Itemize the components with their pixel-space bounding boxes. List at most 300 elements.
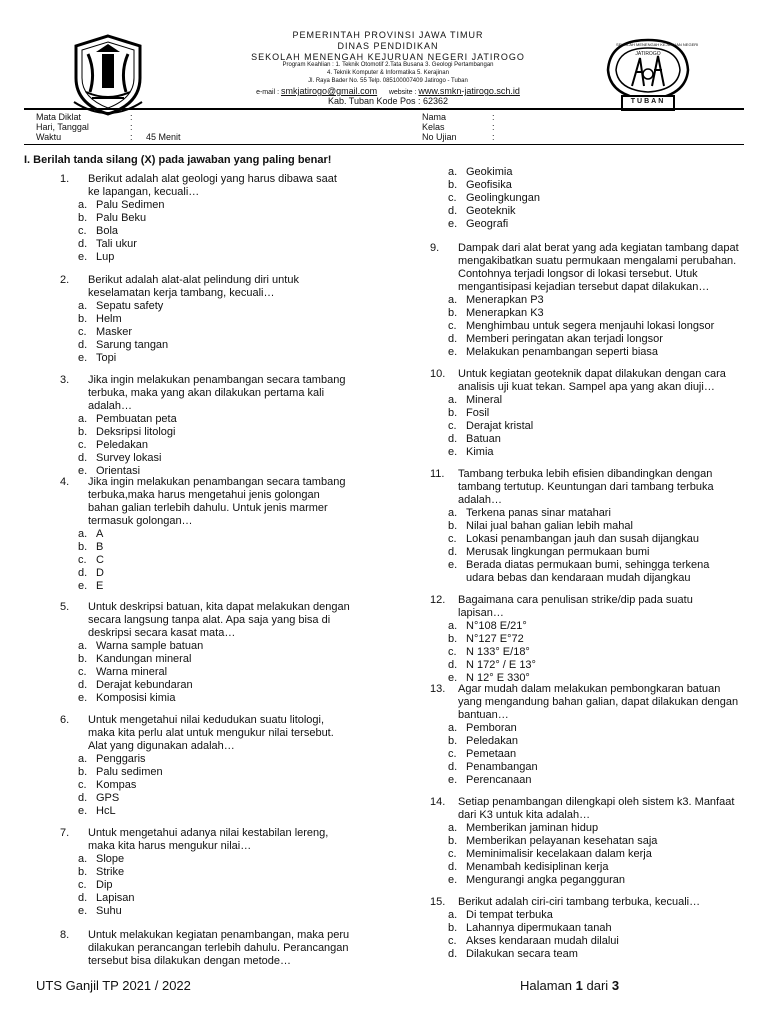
answer-option[interactable]	[448, 333, 740, 346]
option-text: Bola	[96, 225, 119, 237]
answer-option[interactable]	[448, 761, 740, 774]
option-text: Penambangan	[466, 761, 538, 773]
option-letter: a.	[78, 199, 88, 211]
option-text: Lapisan	[96, 892, 135, 904]
page-label: Halaman	[520, 978, 573, 993]
option-text: Suhu	[96, 905, 122, 917]
answer-option[interactable]	[448, 218, 740, 231]
answer-option[interactable]	[78, 879, 350, 892]
option-text: Warna mineral	[96, 666, 168, 678]
option-text: Lup	[96, 251, 115, 263]
option-text: Lokasi penambangan jauh dan susah dijangkau	[466, 533, 700, 545]
question-7	[60, 827, 350, 918]
option-letter: d.	[78, 238, 88, 250]
option-letter: c.	[448, 935, 457, 947]
option-letter: b.	[448, 735, 458, 747]
email-link[interactable]: smkjatirogo@gmail.com	[280, 86, 378, 96]
option-text: Peledakan	[96, 439, 148, 451]
option-letter: e.	[78, 251, 88, 263]
answer-option[interactable]	[78, 199, 350, 212]
option-letter: b.	[448, 407, 458, 419]
tanggal-colon: :	[130, 122, 133, 132]
right-logo-text-bottom: TUBAN	[630, 98, 666, 105]
option-text: Topi	[96, 352, 117, 364]
option-letter: e.	[78, 692, 88, 704]
answer-option[interactable]	[448, 420, 740, 433]
email-label: e-mail :	[256, 89, 280, 96]
option-letter: a.	[78, 853, 88, 865]
question-text: Jika ingin melakukan penambangan secara tambang terbuka, maka yang akan dilakukan pertama kali adalah…	[88, 374, 346, 412]
answer-option[interactable]	[78, 905, 350, 918]
question-5	[60, 601, 350, 705]
option-text: Pemetaan	[466, 748, 517, 760]
answer-option[interactable]	[448, 909, 740, 922]
option-text: Akses kendaraan mudah dilalui	[466, 935, 619, 947]
option-text: Memberi peringatan akan terjadi longsor	[466, 333, 663, 345]
header-contact	[150, 86, 626, 96]
option-text: Helm	[96, 313, 122, 325]
right-logo-text-mid: JATIROGO	[635, 51, 661, 57]
option-text: Pembuatan peta	[96, 413, 177, 425]
question-text: Tambang terbuka lebih efisien dibandingkan dengan tambang tertutup. Keuntungan dari tambang terbuka adalah…	[458, 468, 714, 506]
option-text: C	[96, 554, 104, 566]
option-text: Warna sample batuan	[96, 640, 204, 652]
option-letter: a.	[78, 640, 88, 652]
option-text: Palu Beku	[96, 212, 147, 224]
answer-options	[60, 413, 350, 478]
option-letter: d.	[448, 205, 458, 217]
option-letter: c.	[78, 225, 87, 237]
answer-option[interactable]	[78, 805, 350, 818]
answer-options	[60, 640, 350, 705]
nama-colon: :	[492, 112, 495, 122]
answer-option[interactable]	[78, 679, 350, 692]
option-letter: b.	[78, 653, 88, 665]
option-text: GPS	[96, 792, 120, 804]
question-4	[60, 476, 350, 593]
answer-option[interactable]	[448, 848, 740, 861]
option-letter: b.	[78, 866, 88, 878]
answer-option[interactable]	[78, 853, 350, 866]
option-letter: b.	[448, 520, 458, 532]
answer-options	[430, 909, 740, 961]
option-letter: b.	[448, 922, 458, 934]
option-text: N°108 E/21°	[466, 620, 527, 632]
answer-options	[60, 300, 350, 365]
answer-option[interactable]	[78, 779, 350, 792]
option-text: E	[96, 580, 104, 592]
answer-option[interactable]	[448, 546, 740, 559]
question-1	[60, 173, 350, 264]
jawa-timur-emblem-logo	[66, 32, 150, 118]
option-letter: e.	[448, 446, 458, 458]
option-text: Kandungan mineral	[96, 653, 192, 665]
kelas-label: Kelas	[422, 122, 445, 132]
option-text: Lahannya dipermukaan tanah	[466, 922, 612, 934]
option-text: Peledakan	[466, 735, 518, 747]
option-letter: a.	[448, 394, 458, 406]
question-number: 10.	[430, 368, 446, 380]
option-text: HcL	[96, 805, 116, 817]
option-text: Geokimia	[466, 166, 513, 178]
option-letter: b.	[448, 633, 458, 645]
option-text: N 172° / E 13°	[466, 659, 536, 671]
option-text: B	[96, 541, 104, 553]
header-programs-2: 4. Teknik Komputer & Informatika 5. Kerajinan	[327, 70, 449, 76]
answer-options	[430, 294, 740, 359]
option-letter: e.	[448, 559, 458, 571]
header-school: SEKOLAH MENENGAH KEJURUAN NEGERI JATIROGO	[251, 52, 525, 62]
option-text: Strike	[96, 866, 125, 878]
option-letter: c.	[448, 420, 457, 432]
answer-option[interactable]	[78, 439, 350, 452]
option-text: Mengurangi angka pegangguran	[466, 874, 626, 886]
option-text: Orientasi	[96, 465, 141, 477]
answer-option[interactable]	[448, 394, 740, 407]
answer-option[interactable]	[78, 528, 350, 541]
answer-option[interactable]	[78, 212, 350, 225]
option-text: Geofisika	[466, 179, 512, 191]
question-text: Setiap penambangan dilengkapi oleh sistem k3. Manfaat dari K3 untuk kita adalah…	[458, 796, 735, 821]
question-text: Bagaimana cara penulisan strike/dip pada suatu lapisan…	[458, 594, 693, 619]
answer-option[interactable]	[448, 861, 740, 874]
answer-option[interactable]	[78, 640, 350, 653]
answer-option[interactable]	[78, 352, 350, 365]
question-9	[430, 242, 740, 359]
question-6	[60, 714, 350, 818]
option-letter: c.	[78, 779, 87, 791]
mapel-colon: :	[130, 112, 133, 122]
answer-option[interactable]	[78, 892, 350, 905]
nama-label: Nama	[422, 112, 447, 122]
option-letter: d.	[78, 567, 88, 579]
answer-option[interactable]	[78, 792, 350, 805]
header-postal: Kab. Tuban Kode Pos : 62362	[327, 96, 449, 106]
option-text: Nilai jual bahan galian lebih mahal	[466, 520, 633, 532]
question-number: 4.	[60, 476, 70, 488]
option-letter: e.	[78, 805, 88, 817]
option-text: Tali ukur	[96, 238, 137, 250]
question-text: Untuk deskripsi batuan, kita dapat melakukan dengan secara langsung tanpa alat. Apa saja yang bisa di deskripsi secara kasat mata…	[88, 601, 350, 639]
answer-option[interactable]	[448, 407, 740, 420]
header-province: PEMERINTAH PROVINSI JAWA TIMUR	[292, 30, 484, 40]
answer-option[interactable]	[448, 166, 740, 179]
answer-option[interactable]	[78, 238, 350, 251]
question-number: 13.	[430, 683, 446, 695]
header-divider	[24, 108, 744, 110]
option-text: Palu sedimen	[96, 766, 163, 778]
ujian-colon: :	[492, 132, 495, 142]
answer-option[interactable]	[78, 426, 350, 439]
answer-option[interactable]	[448, 748, 740, 761]
option-text: Komposisi kimia	[96, 692, 176, 704]
page-of: dari	[586, 978, 609, 993]
answer-option[interactable]	[448, 922, 740, 935]
question-11	[430, 468, 740, 585]
question-text: Berikut adalah ciri-ciri tambang terbuka, kecuali…	[458, 896, 701, 908]
question-number: 14.	[430, 796, 446, 808]
option-text: N°127 E°72	[466, 633, 524, 645]
answer-option[interactable]	[78, 766, 350, 779]
question-text: Untuk mengetahui adanya nilai kestabilan lereng, maka kita harus mengukur nilai…	[88, 827, 329, 852]
answer-options	[60, 853, 350, 918]
option-letter: a.	[448, 909, 458, 921]
option-letter: a.	[78, 300, 88, 312]
answer-options	[430, 822, 740, 887]
option-text: Memberikan pelayanan kesehatan saja	[466, 835, 658, 847]
option-text: D	[96, 567, 104, 579]
option-text: Menghimbau untuk segera menjauhi lokasi longsor	[466, 320, 715, 332]
answer-option[interactable]	[448, 559, 740, 585]
answer-option[interactable]	[448, 633, 740, 646]
option-letter: c.	[448, 748, 457, 760]
option-letter: d.	[448, 546, 458, 558]
answer-option[interactable]	[448, 874, 740, 887]
question-number: 1.	[60, 173, 70, 185]
option-text: N 12° E 330°	[466, 672, 530, 684]
answer-options	[430, 620, 740, 685]
answer-option[interactable]	[448, 774, 740, 787]
option-letter: b.	[78, 313, 88, 325]
answer-option[interactable]	[78, 313, 350, 326]
option-letter: a.	[448, 822, 458, 834]
answer-option[interactable]	[448, 433, 740, 446]
answer-option[interactable]	[448, 646, 740, 659]
option-letter: e.	[78, 905, 88, 917]
answer-option[interactable]	[78, 251, 350, 264]
answer-option[interactable]	[448, 520, 740, 533]
question-12	[430, 594, 740, 685]
question-number: 8.	[60, 929, 70, 941]
option-text: Di tempat terbuka	[466, 909, 553, 921]
question-number: 15.	[430, 896, 446, 908]
option-text: Derajat kebundaran	[96, 679, 193, 691]
option-text: Mineral	[466, 394, 503, 406]
option-text: Berada diatas permukaan bumi, sehingga terkena udara bebas dan kendaraan mudah dijangkau	[466, 559, 710, 584]
option-letter: b.	[78, 766, 88, 778]
answer-option[interactable]	[78, 567, 350, 580]
option-letter: c.	[448, 192, 457, 204]
answer-option[interactable]	[78, 753, 350, 766]
option-text: Meminimalisir kecelakaan dalam kerja	[466, 848, 652, 860]
footer-exam: UTS Ganjil TP 2021 / 2022	[36, 978, 191, 993]
question-number: 12.	[430, 594, 446, 606]
option-letter: c.	[448, 320, 457, 332]
question-text: Dampak dari alat berat yang ada kegiatan tambang dapat mengakibatkan suatu permukaan mengalami perubahan. Contohnya terjadi longsor di lokasi tersebut. Utuk mengantisipasi kejadian tersebut dapat dilakukan…	[458, 242, 739, 293]
waktu-label: Waktu	[36, 132, 62, 142]
answer-option[interactable]	[78, 580, 350, 593]
option-text: Menambah kedisiplinan kerja	[466, 861, 609, 873]
question-number: 3.	[60, 374, 70, 386]
option-letter: a.	[78, 528, 88, 540]
option-text: Melakukan penambangan seperti biasa	[466, 346, 659, 358]
option-text: A	[96, 528, 104, 540]
option-letter: a.	[448, 166, 458, 178]
answer-options	[60, 753, 350, 818]
option-text: Memberikan jaminan hidup	[466, 822, 599, 834]
answer-option[interactable]	[78, 413, 350, 426]
answer-option[interactable]	[78, 300, 350, 313]
answer-options	[60, 528, 350, 593]
option-letter: d.	[78, 452, 88, 464]
answer-option[interactable]	[78, 326, 350, 339]
answer-option[interactable]	[448, 735, 740, 748]
answer-option[interactable]	[448, 320, 740, 333]
answer-option[interactable]	[448, 835, 740, 848]
question-text: Berikut adalah alat geologi yang harus dibawa saat ke lapangan, kecuali…	[88, 173, 337, 198]
answer-option[interactable]	[78, 225, 350, 238]
option-text: Dip	[96, 879, 113, 891]
option-letter: d.	[448, 659, 458, 671]
option-text: Menerapkan K3	[466, 307, 544, 319]
answer-option[interactable]	[78, 866, 350, 879]
option-text: Dilakukan secara team	[466, 948, 578, 960]
answer-option[interactable]	[448, 307, 740, 320]
option-text: Fosil	[466, 407, 490, 419]
question-text: Jika ingin melakukan penambangan secara tambang terbuka,maka harus mengetahui jenis golongan bahan galian terlebih dahulu. Untuk jenis marmer termasuk golongan…	[88, 476, 346, 527]
option-letter: d.	[78, 679, 88, 691]
footer-page	[520, 978, 619, 993]
option-text: Penggaris	[96, 753, 146, 765]
answer-option[interactable]	[448, 659, 740, 672]
page-total: 3	[611, 978, 620, 993]
answer-option[interactable]	[78, 541, 350, 554]
question-number: 5.	[60, 601, 70, 613]
option-text: Masker	[96, 326, 133, 338]
option-letter: b.	[78, 212, 88, 224]
option-text: Slope	[96, 853, 125, 865]
waktu-colon: :	[130, 132, 133, 142]
option-text: Batuan	[466, 433, 501, 445]
answer-option[interactable]	[78, 666, 350, 679]
answer-option[interactable]	[448, 446, 740, 459]
header-address: Jl. Raya Bader No. 55 Telp. 085100007409 Jatirogo - Tuban	[308, 78, 468, 84]
question-number: 6.	[60, 714, 70, 726]
answer-option[interactable]	[78, 692, 350, 705]
option-text: Deksripsi litologi	[96, 426, 176, 438]
question-14	[430, 796, 740, 887]
tanggal-label: Hari, Tanggal	[36, 122, 89, 132]
option-text: Palu Sedimen	[96, 199, 165, 211]
page-number: 1	[575, 978, 583, 993]
ujian-label: No Ujian	[422, 132, 457, 142]
answer-options	[430, 394, 740, 459]
option-letter: d.	[78, 892, 88, 904]
answer-options	[60, 199, 350, 264]
question-number: 11.	[430, 468, 445, 480]
option-letter: b.	[78, 426, 88, 438]
option-text: Pemboran	[466, 722, 517, 734]
option-text: Menerapkan P3	[466, 294, 544, 306]
question-number: 2.	[60, 274, 70, 286]
option-text: Geolingkungan	[466, 192, 541, 204]
question-8-options	[430, 166, 740, 231]
question-number: 7.	[60, 827, 70, 839]
option-letter: e.	[78, 580, 88, 592]
option-letter: b.	[448, 307, 458, 319]
header-programs-1: Program Keahlian : 1. Teknik Otomotif 2.Tata Busana 3. Geologi Pertambangan	[282, 62, 494, 68]
website-label: website :	[388, 89, 417, 96]
option-letter: a.	[448, 722, 458, 734]
question-15	[430, 896, 740, 961]
option-letter: d.	[448, 333, 458, 345]
option-letter: c.	[78, 326, 87, 338]
option-letter: c.	[448, 848, 457, 860]
answer-option[interactable]	[448, 533, 740, 546]
right-logo-text-top: SEKOLAH MENENGAH KEJURUAN NEGERI	[616, 42, 699, 47]
answer-option[interactable]	[448, 294, 740, 307]
header-dept: DINAS PENDIDIKAN	[337, 41, 439, 51]
option-text: Merusak lingkungan permukaan bumi	[466, 546, 650, 558]
option-letter: b.	[78, 541, 88, 553]
option-text: Sepatu safety	[96, 300, 164, 312]
option-text: Terkena panas sinar matahari	[466, 507, 611, 519]
option-letter: d.	[78, 792, 88, 804]
option-letter: c.	[78, 439, 87, 451]
question-8	[60, 929, 350, 968]
option-letter: e.	[448, 774, 458, 786]
question-text: Berikut adalah alat-alat pelindung diri untuk keselamatan kerja tambang, kecuali…	[88, 274, 299, 299]
option-text: Derajat kristal	[466, 420, 534, 432]
option-letter: c.	[448, 646, 457, 658]
option-letter: c.	[78, 554, 87, 566]
option-text: Kimia	[466, 446, 494, 458]
option-letter: d.	[448, 861, 458, 873]
kelas-colon: :	[492, 122, 495, 132]
option-letter: b.	[448, 835, 458, 847]
question-text: Untuk melakukan kegiatan penambangan, maka peru dilakukan perancangan terlebih dahulu. Perancangan tersebut bisa dilakukan dengan metode…	[88, 929, 350, 967]
question-10	[430, 368, 740, 459]
answer-option[interactable]	[448, 507, 740, 520]
option-text: Survey lokasi	[96, 452, 162, 464]
question-text: Agar mudah dalam melakukan pembongkaran batuan yang mengandung bahan galian, dapat dilakukan dengan bantuan…	[458, 683, 739, 721]
option-letter: e.	[448, 218, 458, 230]
option-letter: a.	[78, 753, 88, 765]
answer-option[interactable]	[78, 452, 350, 465]
option-letter: a.	[448, 620, 458, 632]
answer-option[interactable]	[78, 653, 350, 666]
option-text: Kompas	[96, 779, 137, 791]
answer-option[interactable]	[448, 192, 740, 205]
website-link[interactable]: www.smkn-jatirogo.sch.id	[418, 86, 520, 96]
question-text: Untuk mengetahui nilai kedudukan suatu litologi, maka kita perlu alat untuk mengukur nilai tersebut. Alat yang digunakan adalah…	[88, 714, 334, 752]
option-letter: c.	[78, 879, 87, 891]
answer-option[interactable]	[78, 339, 350, 352]
answer-options	[430, 507, 740, 585]
answer-option[interactable]	[448, 822, 740, 835]
option-text: Perencanaan	[466, 774, 532, 786]
option-letter: c.	[448, 533, 457, 545]
answer-option[interactable]	[448, 205, 740, 218]
option-letter: a.	[448, 507, 458, 519]
identity-divider	[24, 144, 744, 145]
answer-option[interactable]	[448, 620, 740, 633]
answer-option[interactable]	[448, 948, 740, 961]
answer-option[interactable]	[448, 179, 740, 192]
option-letter: e.	[448, 346, 458, 358]
option-letter: d.	[448, 761, 458, 773]
section-instruction: I. Berilah tanda silang (X) pada jawaban yang paling benar!	[24, 154, 332, 166]
answer-option[interactable]	[448, 346, 740, 359]
answer-option[interactable]	[78, 554, 350, 567]
option-letter: a.	[78, 413, 88, 425]
answer-option[interactable]	[448, 935, 740, 948]
answer-option[interactable]	[448, 722, 740, 735]
question-2	[60, 274, 350, 365]
question-13	[430, 683, 740, 787]
option-letter: e.	[448, 874, 458, 886]
option-letter: e.	[448, 672, 458, 684]
